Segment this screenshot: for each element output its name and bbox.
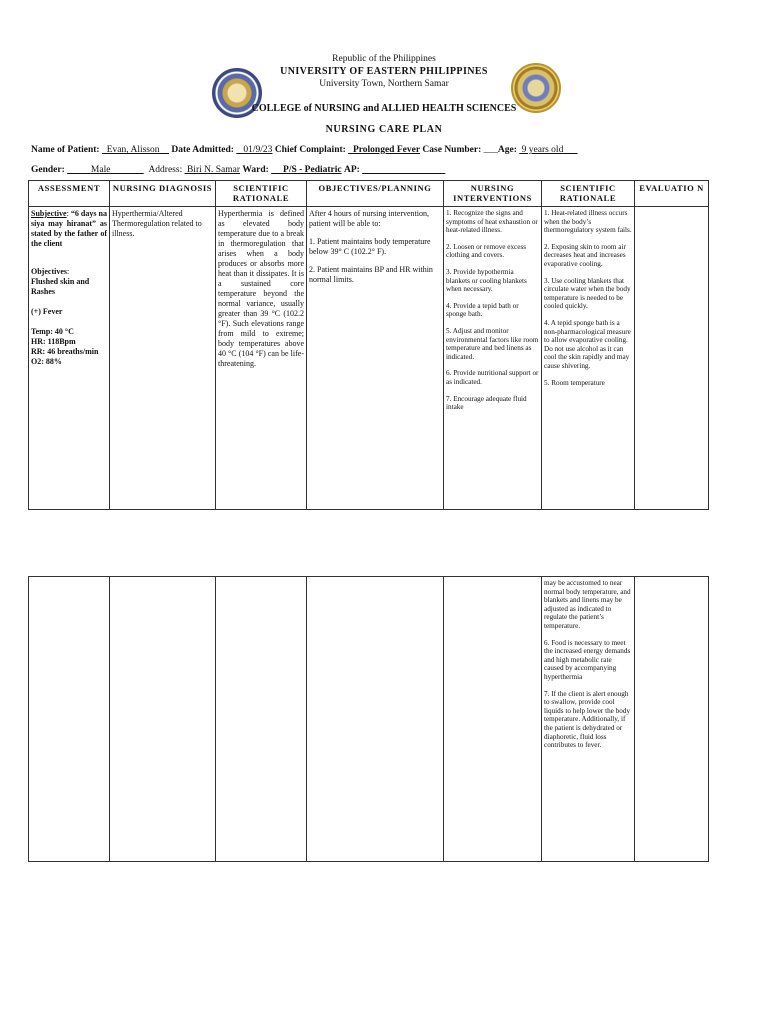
header-objectives-planning: OBJECTIVES/PLANNING bbox=[307, 181, 444, 207]
evaluation-cell-empty bbox=[635, 577, 709, 862]
intervention-item: 4. Provide a tepid bath or sponge bath. bbox=[446, 301, 519, 319]
intervention-item: 3. Provide hypothermia blankets or cooling blankets when necessary. bbox=[446, 267, 527, 294]
care-plan-table bbox=[28, 180, 709, 510]
rationale-item: may be accustomed to near normal body temperature, and blankets and linens may be adjusted as indicated to regulate the patient’s temperature. bbox=[544, 579, 631, 630]
ap-label: AP: bbox=[343, 165, 360, 175]
age-value: 9 years old bbox=[521, 145, 564, 155]
rationale-cell-empty bbox=[216, 577, 307, 862]
vital-o2: O2: 88% bbox=[31, 357, 62, 366]
name-label: Name of Patient: bbox=[31, 145, 100, 155]
header-evaluation: EVALUATIO N bbox=[635, 181, 709, 207]
table-row bbox=[29, 207, 709, 510]
rationale-item: 7. If the client is alert enough to swallow, provide cool liquids to help lower the body temperature. Additionally, if the patient is dehydrated or diaphoretic, fluid loss contributes to fever. bbox=[544, 689, 631, 750]
objectives-cell bbox=[307, 207, 444, 510]
rationale-item: 2. Exposing skin to room air decreases heat and increases evaporative cooling. bbox=[544, 242, 626, 268]
date-admitted-value: 01/9/23 bbox=[243, 145, 273, 155]
interventions-cell bbox=[444, 207, 542, 510]
republic-line: Republic of the Philippines bbox=[332, 54, 436, 64]
case-number-label: Case Number: bbox=[422, 145, 482, 155]
objectives-label: Objectives bbox=[31, 267, 67, 276]
rationale-item: 6. Food is necessary to meet the increased energy demands and high metabolic rate caused by accompanying hyperthermia bbox=[544, 638, 631, 681]
gender-label: Gender: bbox=[31, 165, 65, 175]
evaluation-cell bbox=[635, 207, 709, 510]
header-assessment: ASSESSMENT bbox=[29, 181, 110, 207]
intervention-item: 1. Recognize the signs and symptoms of heat exhaustion or heat-related illness. bbox=[446, 209, 538, 235]
subjective-source: as stated by the father of the client bbox=[31, 219, 107, 248]
fever-finding: (+) Fever bbox=[31, 307, 63, 316]
vital-hr: HR: 118Bpm bbox=[31, 337, 76, 346]
table-row bbox=[29, 577, 709, 862]
patient-info-line-2 bbox=[31, 165, 445, 175]
patient-info-line-1: Name of Patient: Evan, Alisson Date Admitted: 01/9/23 Chief Complaint: Prolonged Fever Case Number: ___Age: 9 years old bbox=[31, 145, 564, 155]
diagnosis-cell-empty bbox=[110, 577, 216, 862]
patient-name: Evan, Alisson bbox=[106, 145, 160, 155]
vital-temp: Temp: 40 °C bbox=[31, 327, 74, 336]
intervention-rationale-cell-continued bbox=[542, 577, 635, 862]
subjective-quote: “6 days na siya may hiranat” bbox=[31, 209, 107, 228]
ward-label: Ward: bbox=[242, 165, 269, 175]
table-header-row bbox=[29, 181, 709, 207]
university-location: University Town, Northern Samar bbox=[319, 79, 449, 89]
rationale-item: 3. Use cooling blankets that circulate water when the body temperature is needed to be cooled quickly. bbox=[544, 276, 631, 311]
scientific-rationale-cell: Hyperthermia is defined as elevated body temperature due to a break in thermoregulation that arises when a body produces or absorbs more heat than it dissipates. It is a sustained core temperature beyond the normal variance, usually greater than 39 °C (102.2 °F). Such elevations range from mild to extreme; body temperatures above 40 °C (104 °F) can be life-threatening. bbox=[216, 207, 307, 510]
address-label: Address: bbox=[148, 165, 183, 175]
objective-item: 1. Patient maintains body temperature below 39° C (102.2° F). bbox=[309, 237, 431, 256]
rationale-item: 1. Heat-related illness occurs when the body’s thermoregulatory system fails. bbox=[544, 209, 632, 235]
assessment-cell: Subjective: “6 days na siya may hiranat” as stated by the father of the client Objectives: Flushed skin and Rashes (+) Fever Temp: 40 °C HR: 118Bpm RR: 46 breaths/min O2: 88% bbox=[29, 207, 110, 510]
header-intervention-rationale: SCIENTIFIC RATIONALE bbox=[542, 181, 635, 207]
header-nursing-diagnosis: NURSING DIAGNOSIS bbox=[110, 181, 216, 207]
subjective-block: Subjective: “6 days na siya may hiranat” as stated by the father of the client bbox=[31, 209, 107, 248]
intervention-item: 2. Loosen or remove excess clothing and covers. bbox=[446, 242, 527, 260]
rationale-item: 4. A tepid sponge bath is a non-pharmacological measure to allow evaporative cooling. Do not use alcohol as it can cool the skin rapidly and may cause shivering. bbox=[544, 318, 631, 370]
subjective-label: Subjective bbox=[31, 209, 67, 218]
age-label: Age: bbox=[497, 145, 517, 155]
chief-complaint-value: Prolonged Fever bbox=[352, 145, 421, 155]
college-name: COLLEGE of NURSING and ALLIED HEALTH SCIENCES bbox=[251, 103, 517, 114]
assessment-cell-empty bbox=[29, 577, 110, 862]
intervention-rationale-cell bbox=[542, 207, 635, 510]
objectives-intro: After 4 hours of nursing intervention, patient will be able to: bbox=[309, 209, 429, 228]
rationale-item: 5. Room temperature bbox=[544, 378, 605, 387]
interventions-cell-empty bbox=[444, 577, 542, 862]
date-admitted-label: Date Admitted: bbox=[171, 145, 234, 155]
address-value: Biri N. Samar bbox=[186, 165, 241, 175]
gender-value: Male bbox=[90, 165, 111, 175]
vital-rr: RR: 46 breaths/min bbox=[31, 347, 99, 356]
nursing-diagnosis-cell: Hyperthermia/Altered Thermoregulation related to illness. bbox=[110, 207, 216, 510]
objective-item: 2. Patient maintains BP and HR within normal limits. bbox=[309, 265, 433, 284]
intervention-item: 7. Encourage adequate fluid intake bbox=[446, 394, 527, 412]
objectives-cell-empty bbox=[307, 577, 444, 862]
objective-findings: Flushed skin and Rashes bbox=[31, 277, 90, 296]
chief-complaint-label: Chief Complaint: bbox=[274, 145, 346, 155]
ward-value: P/S - Pediatric bbox=[283, 165, 342, 175]
university-name: UNIVERSITY OF EASTERN PHILIPPINES bbox=[280, 66, 488, 77]
document-title: NURSING CARE PLAN bbox=[325, 124, 443, 135]
intervention-item: 6. Provide nutritional support or as indicated. bbox=[446, 369, 539, 386]
header-nursing-interventions: NURSING INTERVENTIONS bbox=[444, 181, 542, 207]
care-plan-table-continued bbox=[28, 576, 709, 862]
header-scientific-rationale: SCIENTIFIC RATIONALE bbox=[216, 181, 307, 207]
intervention-item: 5. Adjust and monitor environmental factors like room temperature and bed linens as indicated. bbox=[446, 326, 539, 361]
